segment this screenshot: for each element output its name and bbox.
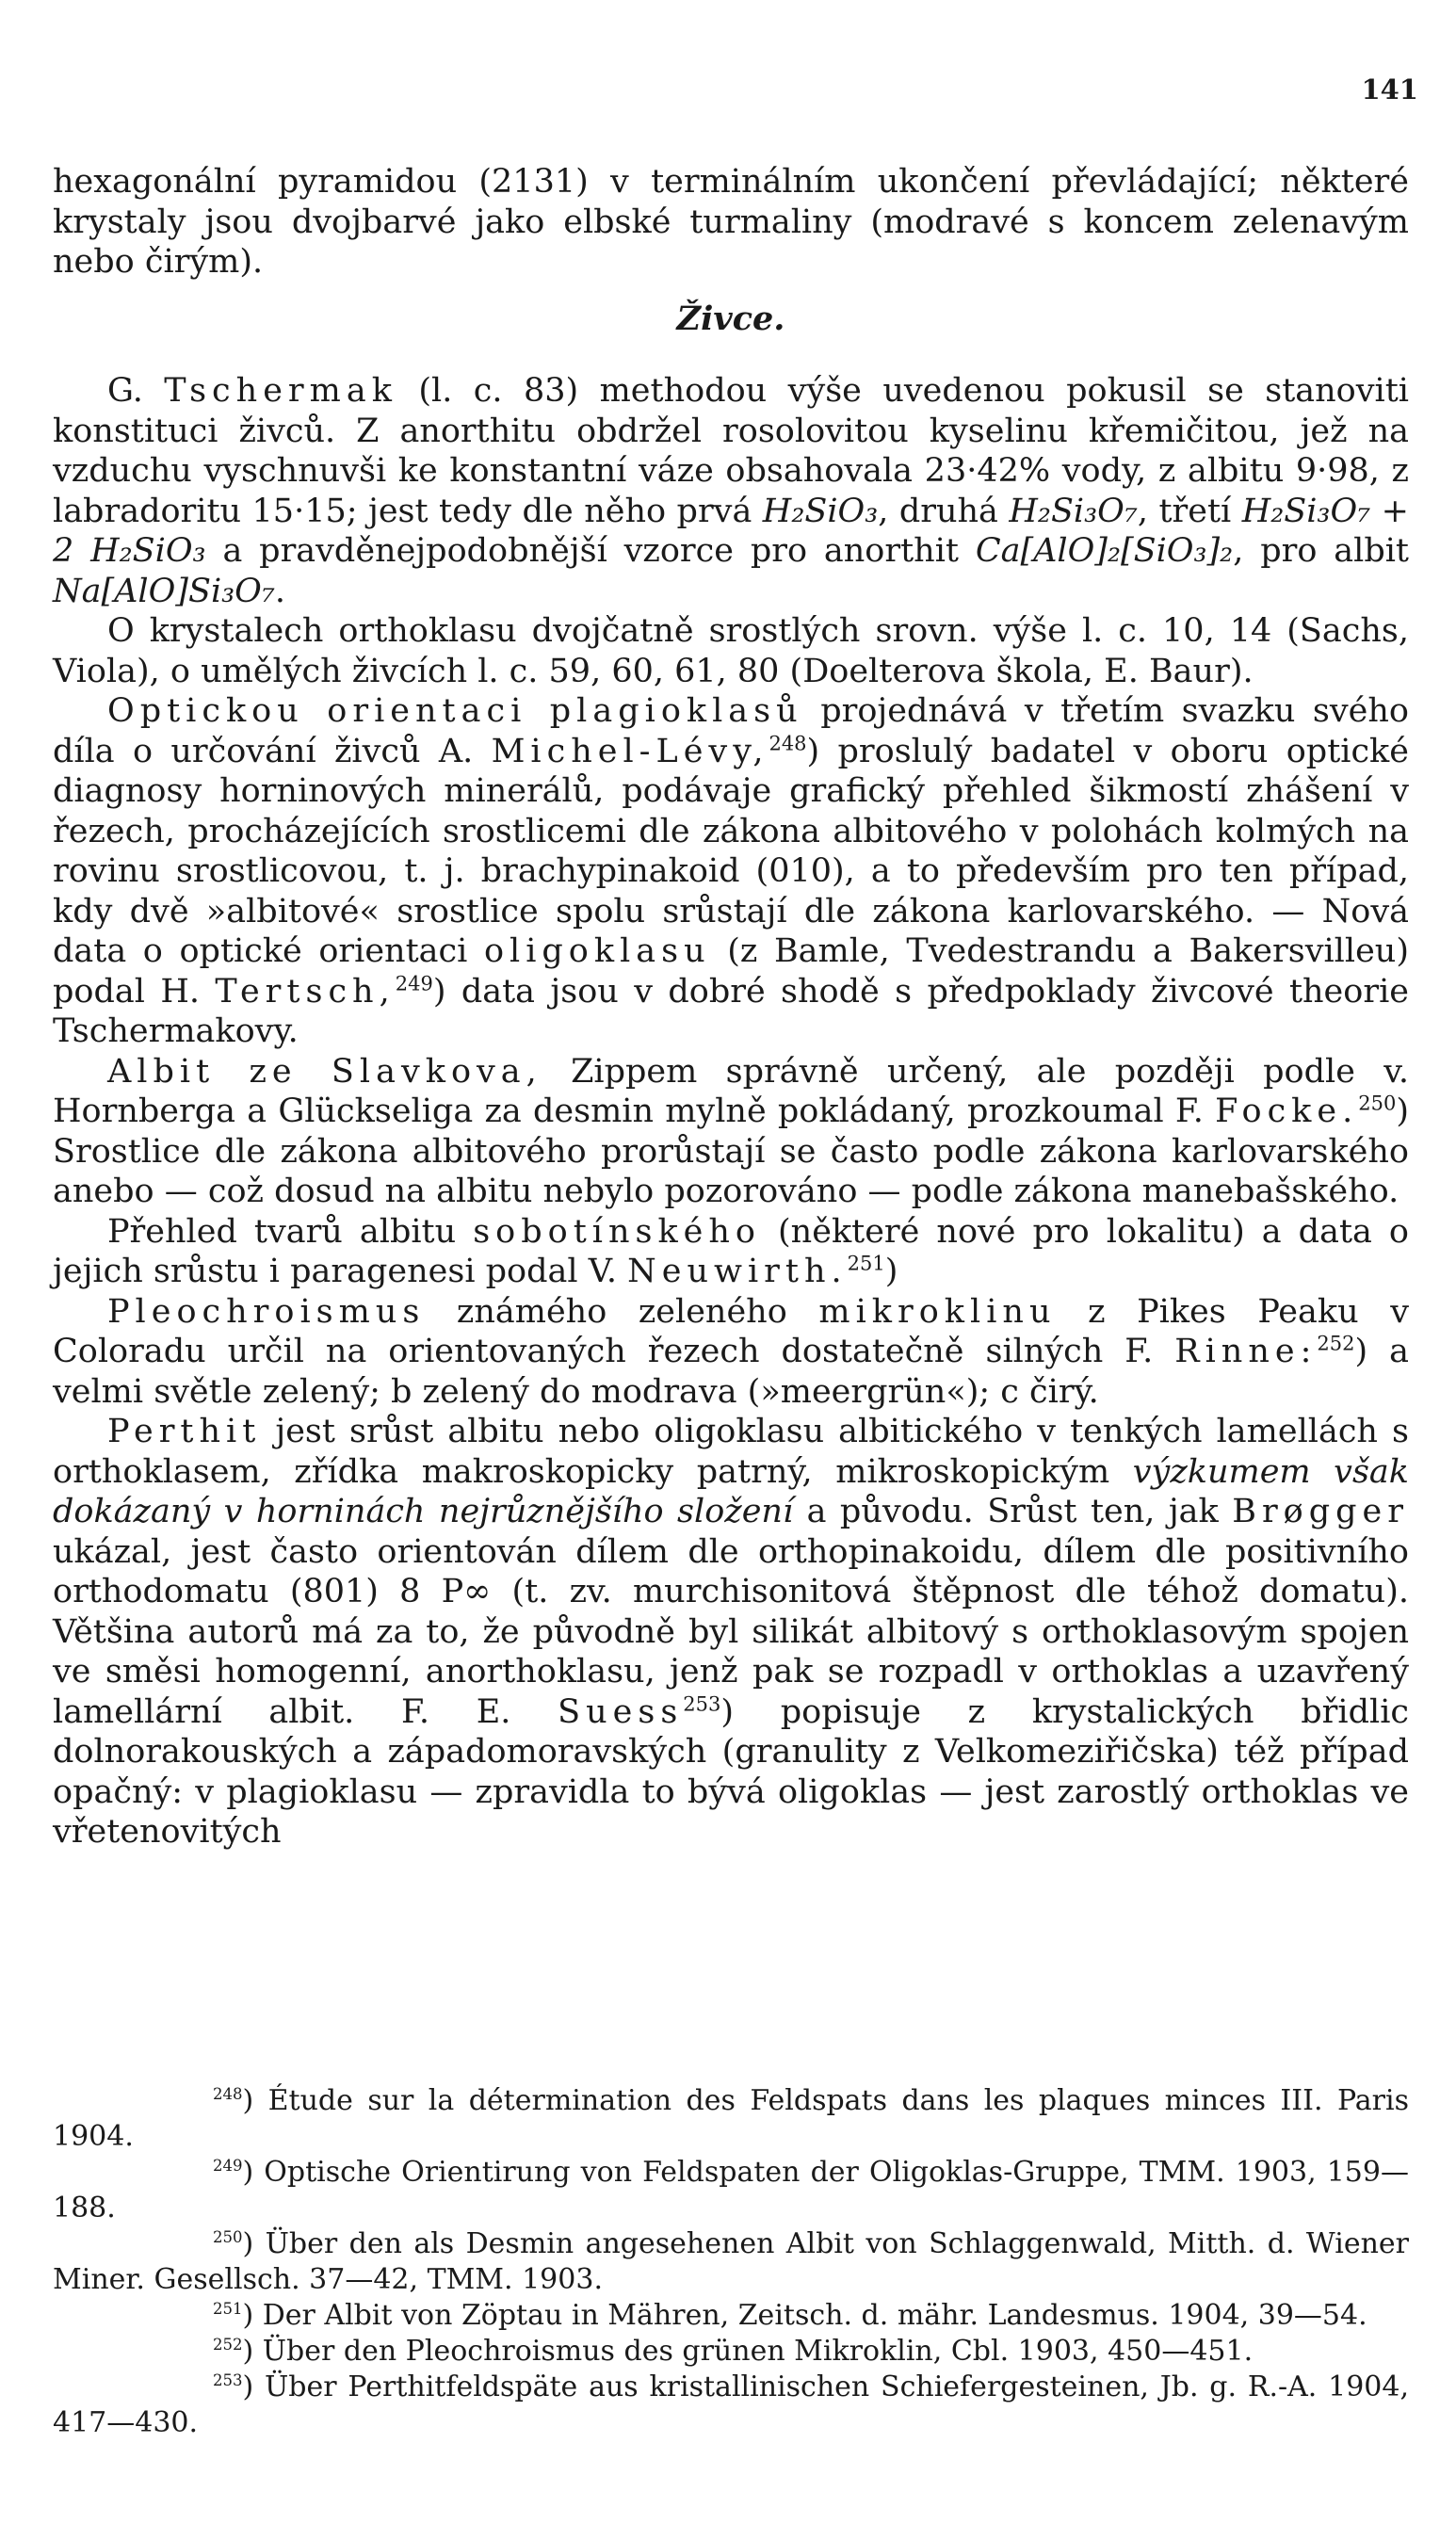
paragraph-plagioclase: Optickou orientaci plagioklasů projednává v třetím svazku svého díla o určování živců A. Michel-Lévy,$^{248}$) proslulý badatel v oboru optické diagnosy horninových minerálů, podávaje grafický přehled šikmostí zhášení v řezech, procházejících srostlicemi dle zákona albitového v polohách kolmých na rovinu srostlicovou, t. j. brachypinakoid (010), a to především pro ten případ, kdy dvě »albitové« srostlice spolu srůstají dle zákona karlovarského. — Nová data o optické orientaci oligoklasu (z Bamle, Tvedestrandu a Bakersvilleu) podal H. Tertsch,$^{249}$) data jsou v dobré shodě s předpoklady živcové theorie Tschermakovy. bbox=[53, 692, 1409, 1050]
footnote: $^{248}$) Étude sur la détermination des Feldspats dans les plaques minces III. Paris 1904. bbox=[53, 2084, 1409, 2153]
formula: H₂Si₃O₇ + 2 H₂SiO₃ bbox=[53, 492, 1409, 570]
footnotes bbox=[53, 2083, 1409, 2441]
footnote: $^{251}$) Der Albit von Zöptau in Mähren, Zeitsch. d. mähr. Landesmus. 1904, 39—54. bbox=[213, 2299, 1367, 2332]
paragraph-orthoclase: O krystalech orthoklasu dvojčatně srostlých srovn. výše l. c. 10, 14 (Sachs, Viola), o umělých živcích l. c. 59, 60, 61, 80 (Doelterova škola, E. Baur). bbox=[53, 612, 1409, 690]
footnote: $^{253}$) Über Perthitfeldspäte aus kristallinischen Schiefergesteinen, Jb. g. R.-A. 1904, 417—430. bbox=[53, 2370, 1409, 2439]
formula: H₂Si₃O₇ bbox=[1009, 492, 1138, 530]
footnote-ref: 251 bbox=[847, 1252, 885, 1275]
section-heading: Živce. bbox=[676, 299, 785, 338]
footnote-ref: 253 bbox=[683, 1691, 721, 1715]
paragraph-sobotin: Přehled tvarů albitu sobotínského (některé nové pro lokalitu) a data o jejich srůstu i paragenesi podal V. Neuwirth.$^{251}$) bbox=[53, 1212, 1409, 1290]
paragraph-perthit: Perthit jest srůst albitu nebo oligoklasu albitického v tenkých lamellách s orthoklasem, zřídka makroskopicky patrný, mikroskopickým výzkumem však dokázaný v horninách nejrůznějšího složení a původu. Srůst ten, jak Brøgger ukázal, jest často orientován dílem dle orthopinakoidu, dílem dle positivního orthodomatu (801) 8 P∞ (t. zv. murchisonitová štěpnost dle téhož domatu). Většina autorů má za to, že původně byl silikát albitový s orthoklasovým spojen ve směsi homogenní, anorthoklasu, jenž pak se rozpadl v orthoklas a uzavřený lamellární albit. F. E. Suess$^{253}$) popisuje z krystalických břidlic dolnorakouských a západomoravských (granulity z Velkomeziřičska) též případ opačný: v plagioklasu — zpravidla to bývá oligoklas — jest zarostlý orthoklas ve vřetenovitých bbox=[53, 1413, 1409, 1851]
formula: Ca[AlO]₂[SiO₃]₂ bbox=[975, 532, 1234, 570]
paragraph-tourmaline-end: hexagonální pyramidou (2131) v terminálním ukončení převládající; některé krystaly jsou dvojbarvé jako elbské turmaliny (modravé s koncem zelenavým nebo čirým). bbox=[53, 163, 1409, 281]
body-text bbox=[53, 162, 1409, 1853]
paragraph-albit-slavkov: Albit ze Slavkova, Zippem správně určený, ale později podle v. Hornberga a Glückseliga za desmin mylně pokládaný, prozkoumal F. Focke.$^{250}$) Srostlice dle zákona albitového prorůstají se často podle zákona karlovarského anebo — což dosud na albitu nebylo pozorováno — podle zákona manebašského. bbox=[53, 1052, 1409, 1210]
footnote-ref: 250 bbox=[1358, 1092, 1397, 1115]
formula: H₂SiO₃ bbox=[762, 492, 879, 530]
formula: Na[AlO]Si₃O₇ bbox=[53, 572, 275, 610]
footnote-ref: 252 bbox=[1317, 1332, 1355, 1355]
page-number: 141 bbox=[1361, 73, 1418, 105]
paragraph-tschermak: G. Tschermak (l. c. 83) methodou výše uvedenou pokusil se stanoviti konstituci živců. Z anorthitu obdržel rosolovitou kyselinu křemičitou, jež na vzduchu vyschnuvši ke konstantní váze obsahovala 23·42% vody, z albitu 9·98, z labradoritu 15·15; jest tedy dle něho prvá H₂SiO₃, druhá H₂Si₃O₇, třetí H₂Si₃O₇ + 2 H₂SiO₃ a pravděnejpodobnější vzorce pro anorthit Ca[AlO]₂[SiO₃]₂, pro albit Na[AlO]Si₃O₇. bbox=[53, 372, 1409, 610]
footnote: $^{250}$) Über den als Desmin angesehenen Albit von Schlaggenwald, Mitth. d. Wiener Miner. Gesellsch. 37—42, TMM. 1903. bbox=[53, 2227, 1409, 2296]
footnote: $^{252}$) Über den Pleochroismus des grünen Mikroklin, Cbl. 1903, 450—451. bbox=[213, 2335, 1254, 2368]
author-tschermak: Tschermak bbox=[164, 372, 397, 410]
footnote: $^{249}$) Optische Orientirung von Feldspaten der Oligoklas-Gruppe, TMM. 1903, 159—188. bbox=[53, 2156, 1409, 2225]
footnote-ref: 249 bbox=[395, 971, 433, 995]
footnote-ref: 248 bbox=[768, 731, 807, 754]
paragraph-pleochroism: Pleochroismus známého zeleného mikroklinu z Pikes Peaku v Coloradu určil na orientovaných řezech dostatečně silných F. Rinne:$^{252}$) a velmi světle zelený; b zelený do modrava (»meergrün«); c čirý. bbox=[53, 1292, 1409, 1411]
